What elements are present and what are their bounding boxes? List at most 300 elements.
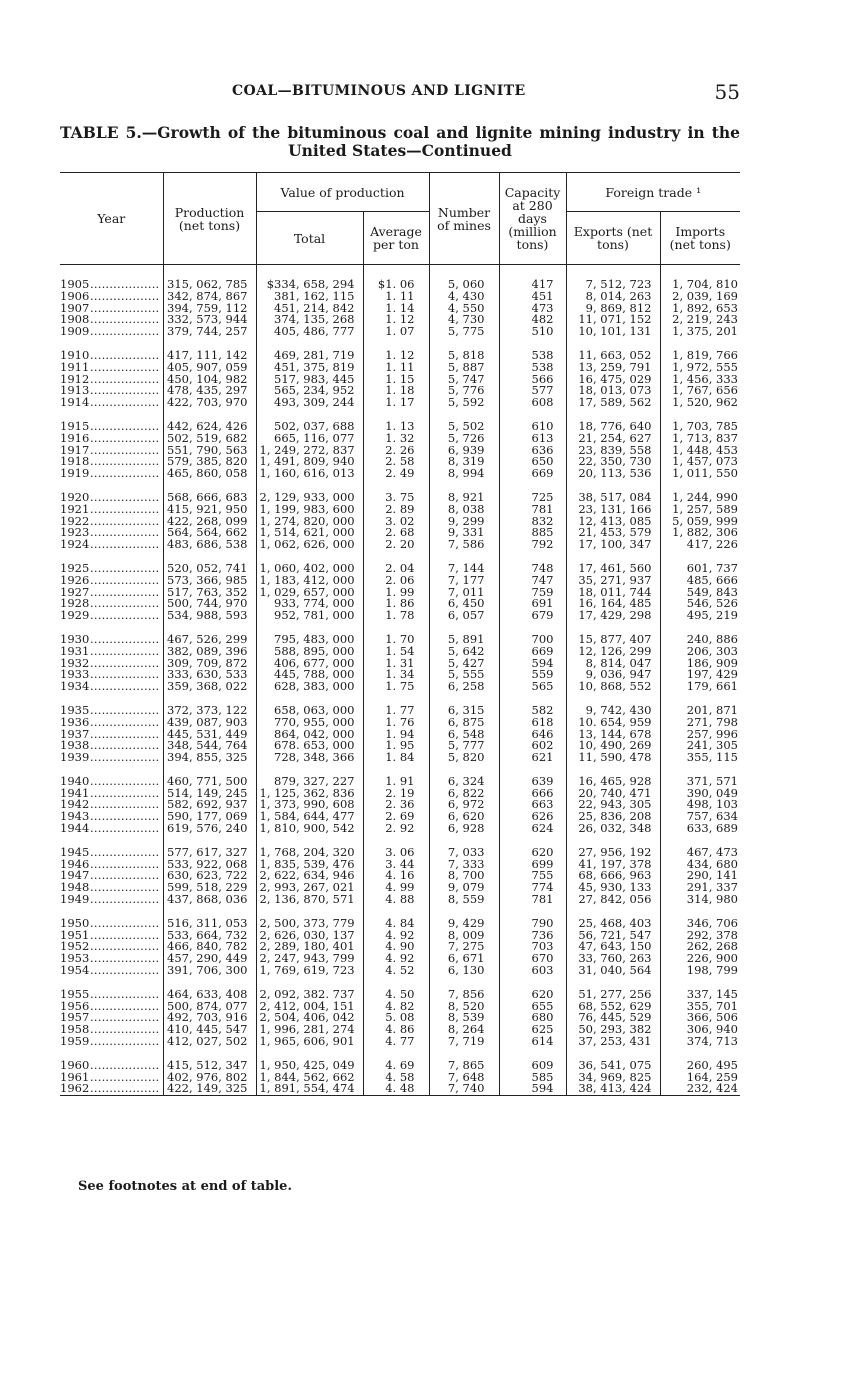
spacer-cell <box>429 338 499 350</box>
cell-imports: 1, 011, 550 <box>660 468 740 480</box>
table-row <box>60 847 740 859</box>
cell-imports: 291, 337 <box>660 882 740 894</box>
cell-imports: 434, 680 <box>660 859 740 871</box>
table-row <box>60 941 740 953</box>
spacer-cell <box>566 551 660 563</box>
year-value: 1945 <box>60 846 90 859</box>
year-value: 1939 <box>60 752 90 764</box>
table-caption-line-1: TABLE 5.—Growth of the bituminous coal and lignite mining industry in the <box>60 123 740 142</box>
cell-imports: 206, 303 <box>660 646 740 658</box>
cell-imports: 485, 666 <box>660 575 740 587</box>
spacer-cell <box>566 1048 660 1060</box>
leader-dots: .................. <box>90 598 160 611</box>
cell-production: 415, 921, 950 <box>163 504 256 516</box>
cell-year <box>60 658 163 670</box>
cell-average: 1. 75 <box>363 681 429 693</box>
cell-capacity: 636 <box>499 445 566 457</box>
year-value: 1960 <box>60 1059 90 1072</box>
cell-capacity: 577 <box>499 385 566 397</box>
year-value: 1937 <box>60 728 90 741</box>
cell-year <box>60 362 163 374</box>
table-row <box>60 1083 740 1095</box>
cell-production: 402, 976, 802 <box>163 1072 256 1084</box>
cell-mines: 6, 939 <box>429 445 499 457</box>
cell-imports: 197, 429 <box>660 669 740 681</box>
cell-production: 410, 445, 547 <box>163 1024 256 1036</box>
cell-year <box>60 669 163 681</box>
cell-mines: 8, 994 <box>429 468 499 480</box>
year-value: 1910 <box>60 349 90 362</box>
cell-year <box>60 291 163 303</box>
cell-production: 309, 709, 872 <box>163 658 256 670</box>
spacer-cell <box>60 551 163 563</box>
cell-exports: 10, 868, 552 <box>566 681 660 693</box>
cell-total: 445, 788, 000 <box>256 669 363 681</box>
spacer-cell <box>163 409 256 421</box>
leader-dots: .................. <box>90 716 160 729</box>
table-row <box>60 823 740 835</box>
cell-total: 2, 412, 004, 151 <box>256 1001 363 1013</box>
leader-dots: .................. <box>90 1012 160 1025</box>
leader-dots: .................. <box>90 373 160 386</box>
spacer-cell <box>429 977 499 989</box>
spacer-cell <box>566 906 660 918</box>
leader-dots: .................. <box>90 361 160 374</box>
cell-production: 465, 860, 058 <box>163 468 256 480</box>
cell-mines: 4, 430 <box>429 291 499 303</box>
spacer-cell <box>499 693 566 705</box>
cell-year <box>60 1001 163 1013</box>
cell-average: 4. 69 <box>363 1060 429 1072</box>
cell-exports: 36, 541, 075 <box>566 1060 660 1072</box>
spacer-cell <box>660 480 740 492</box>
year-value: 1946 <box>60 858 90 871</box>
leader-dots: .................. <box>90 870 160 883</box>
spacer-cell <box>163 480 256 492</box>
cell-imports: 1, 375, 201 <box>660 326 740 338</box>
spacer-cell <box>163 977 256 989</box>
cell-capacity: 663 <box>499 799 566 811</box>
cell-production: 442, 624, 426 <box>163 421 256 433</box>
cell-total: 879, 327, 227 <box>256 776 363 788</box>
cell-total: 1, 810, 900, 542 <box>256 823 363 835</box>
spacer-cell <box>363 480 429 492</box>
cell-capacity: 639 <box>499 776 566 788</box>
table-row <box>60 610 740 622</box>
cell-mines: 5, 502 <box>429 421 499 433</box>
cell-exports: 33, 760, 263 <box>566 953 660 965</box>
cell-average: 2. 68 <box>363 527 429 539</box>
spacer-cell <box>60 409 163 421</box>
leader-dots: .................. <box>90 704 160 717</box>
year-value: 1932 <box>60 657 90 670</box>
spacer-cell <box>566 835 660 847</box>
cell-exports: 15, 877, 407 <box>566 634 660 646</box>
cell-imports: 201, 871 <box>660 705 740 717</box>
group-spacer <box>60 338 740 350</box>
spacer-cell <box>363 1048 429 1060</box>
cell-exports: 11, 590, 478 <box>566 752 660 764</box>
spacer-cell <box>163 1048 256 1060</box>
cell-year <box>60 870 163 882</box>
cell-mines: 5, 427 <box>429 658 499 670</box>
table-row <box>60 681 740 693</box>
cell-year <box>60 811 163 823</box>
cell-mines: 7, 144 <box>429 563 499 575</box>
leader-dots: .................. <box>90 1059 160 1072</box>
cell-production: 342, 874, 867 <box>163 291 256 303</box>
leader-dots: .................. <box>90 468 160 480</box>
cell-capacity: 609 <box>499 1060 566 1072</box>
col-header-average: Average per ton <box>363 212 429 265</box>
cell-imports: 601, 737 <box>660 563 740 575</box>
year-value: 1952 <box>60 941 90 954</box>
leader-dots: .................. <box>90 645 160 658</box>
spacer-cell <box>163 622 256 634</box>
cell-total: 451, 375, 819 <box>256 362 363 374</box>
year-value: 1920 <box>60 491 90 504</box>
cell-year <box>60 717 163 729</box>
cell-imports: 633, 689 <box>660 823 740 835</box>
spacer-cell <box>429 693 499 705</box>
cell-year <box>60 740 163 752</box>
cell-capacity: 538 <box>499 350 566 362</box>
spacer-cell <box>163 693 256 705</box>
table-row <box>60 669 740 681</box>
cell-exports: 45, 930, 133 <box>566 882 660 894</box>
table-row <box>60 870 740 882</box>
cell-capacity: 755 <box>499 870 566 882</box>
cell-capacity: 691 <box>499 598 566 610</box>
table-row <box>60 1036 740 1048</box>
cell-production: 478, 435, 297 <box>163 385 256 397</box>
cell-year <box>60 1072 163 1084</box>
cell-year <box>60 303 163 315</box>
cell-year <box>60 788 163 800</box>
cell-capacity: 603 <box>499 965 566 977</box>
cell-total: 406, 677, 000 <box>256 658 363 670</box>
cell-exports: 27, 956, 192 <box>566 847 660 859</box>
cell-mines: 6, 972 <box>429 799 499 811</box>
cell-imports: 290, 141 <box>660 870 740 882</box>
cell-year <box>60 492 163 504</box>
table-row <box>60 362 740 374</box>
col-header-mines: Number of mines <box>429 173 499 265</box>
cell-total: 517, 983, 445 <box>256 374 363 386</box>
year-value: 1962 <box>60 1083 90 1096</box>
leader-dots: .................. <box>90 811 160 824</box>
spacer-cell <box>256 409 363 421</box>
running-head <box>60 80 740 104</box>
cell-imports: 271, 798 <box>660 717 740 729</box>
table-row <box>60 385 740 397</box>
cell-exports: 47, 643, 150 <box>566 941 660 953</box>
cell-exports: 13, 144, 678 <box>566 729 660 741</box>
cell-production: 439, 087, 903 <box>163 717 256 729</box>
table-row <box>60 918 740 930</box>
cell-total: 565, 234, 952 <box>256 385 363 397</box>
leader-dots: .................. <box>90 326 160 338</box>
year-value: 1931 <box>60 645 90 658</box>
cell-total: 1, 062, 626, 000 <box>256 539 363 551</box>
leader-dots: .................. <box>90 882 160 895</box>
spacer-cell <box>499 1048 566 1060</box>
cell-average: 1. 91 <box>363 776 429 788</box>
cell-mines: 6, 057 <box>429 610 499 622</box>
year-value: 1906 <box>60 290 90 303</box>
cell-imports: 1, 520, 962 <box>660 397 740 409</box>
cell-production: 333, 630, 533 <box>163 669 256 681</box>
cell-exports: 41, 197, 378 <box>566 859 660 871</box>
table-row <box>60 965 740 977</box>
table-row <box>60 279 740 291</box>
table-row <box>60 729 740 741</box>
cell-total: 493, 309, 244 <box>256 397 363 409</box>
cell-capacity: 602 <box>499 740 566 752</box>
table-row <box>60 740 740 752</box>
cell-mines: 8, 009 <box>429 930 499 942</box>
cell-average: 2. 36 <box>363 799 429 811</box>
cell-average: 3. 44 <box>363 859 429 871</box>
year-value: 1922 <box>60 515 90 528</box>
col-header-exports: Exports (net tons) <box>566 212 660 265</box>
spacer-cell <box>429 551 499 563</box>
table-row <box>60 717 740 729</box>
cell-mines: 5, 060 <box>429 279 499 291</box>
cell-average: 2. 58 <box>363 456 429 468</box>
leader-dots: .................. <box>90 894 160 906</box>
group-spacer <box>60 693 740 705</box>
table-row <box>60 658 740 670</box>
cell-imports: 240, 886 <box>660 634 740 646</box>
cell-mines: 5, 555 <box>429 669 499 681</box>
cell-mines: 6, 315 <box>429 705 499 717</box>
year-value: 1959 <box>60 1036 90 1048</box>
group-spacer <box>60 480 740 492</box>
cell-capacity: 618 <box>499 717 566 729</box>
cell-mines: 5, 642 <box>429 646 499 658</box>
cell-production: 500, 744, 970 <box>163 598 256 610</box>
cell-total: 1, 249, 272, 837 <box>256 445 363 457</box>
cell-capacity: 559 <box>499 669 566 681</box>
cell-imports: 1, 892, 653 <box>660 303 740 315</box>
cell-average: 4. 84 <box>363 918 429 930</box>
cell-imports: 2, 219, 243 <box>660 314 740 326</box>
table-row <box>60 587 740 599</box>
year-value: 1918 <box>60 456 90 469</box>
leader-dots: .................. <box>90 302 160 315</box>
year-value: 1917 <box>60 444 90 457</box>
cell-total: 2, 500, 373, 779 <box>256 918 363 930</box>
cell-imports: 390, 049 <box>660 788 740 800</box>
cell-mines: 7, 719 <box>429 1036 499 1048</box>
cell-exports: 20, 740, 471 <box>566 788 660 800</box>
cell-imports: 467, 473 <box>660 847 740 859</box>
cell-total: 728, 348, 366 <box>256 752 363 764</box>
spacer-cell <box>566 622 660 634</box>
year-value: 1943 <box>60 811 90 824</box>
cell-capacity: 736 <box>499 930 566 942</box>
cell-year <box>60 941 163 953</box>
spacer-cell <box>256 764 363 776</box>
group-spacer <box>60 265 740 280</box>
cell-mines: 7, 740 <box>429 1083 499 1095</box>
cell-capacity: 482 <box>499 314 566 326</box>
spacer-cell <box>363 338 429 350</box>
spacer-cell <box>660 764 740 776</box>
year-value: 1957 <box>60 1012 90 1025</box>
cell-mines: 7, 177 <box>429 575 499 587</box>
spacer-cell <box>256 265 363 280</box>
table-row <box>60 504 740 516</box>
spacer-cell <box>256 977 363 989</box>
cell-production: 630, 623, 722 <box>163 870 256 882</box>
table-row <box>60 859 740 871</box>
cell-total: 665, 116, 077 <box>256 433 363 445</box>
table-row <box>60 882 740 894</box>
cell-capacity: 510 <box>499 326 566 338</box>
cell-mines: 7, 011 <box>429 587 499 599</box>
cell-average: 3. 75 <box>363 492 429 504</box>
cell-exports: 12, 413, 085 <box>566 516 660 528</box>
year-value: 1927 <box>60 586 90 599</box>
cell-production: 460, 771, 500 <box>163 776 256 788</box>
cell-exports: 56, 721, 547 <box>566 930 660 942</box>
table-row <box>60 799 740 811</box>
table-row <box>60 705 740 717</box>
group-spacer <box>60 409 740 421</box>
cell-mines: 4, 550 <box>429 303 499 315</box>
cell-mines: 6, 450 <box>429 598 499 610</box>
cell-mines: 5, 776 <box>429 385 499 397</box>
cell-total: 2, 129, 933, 000 <box>256 492 363 504</box>
spacer-cell <box>60 764 163 776</box>
group-spacer <box>60 835 740 847</box>
year-value: 1926 <box>60 574 90 587</box>
spacer-cell <box>256 338 363 350</box>
col-header-imports: Imports (net tons) <box>660 212 740 265</box>
cell-exports: 35, 271, 937 <box>566 575 660 587</box>
cell-mines: 8, 921 <box>429 492 499 504</box>
cell-capacity: 670 <box>499 953 566 965</box>
table-row <box>60 421 740 433</box>
cell-total: 2, 993, 267, 021 <box>256 882 363 894</box>
table-row <box>60 539 740 551</box>
cell-total: 405, 486, 777 <box>256 326 363 338</box>
spacer-cell <box>256 480 363 492</box>
table-row <box>60 646 740 658</box>
leader-dots: .................. <box>90 432 160 445</box>
cell-year <box>60 527 163 539</box>
table-caption <box>60 124 740 160</box>
leader-dots: .................. <box>90 799 160 812</box>
table-row <box>60 326 740 338</box>
cell-mines: 7, 865 <box>429 1060 499 1072</box>
cell-total: 933, 774, 000 <box>256 598 363 610</box>
col-header-trade-group: Foreign trade ¹ <box>566 173 740 212</box>
table-row <box>60 776 740 788</box>
spacer-cell <box>660 1048 740 1060</box>
cell-production: 379, 744, 257 <box>163 326 256 338</box>
year-value: 1940 <box>60 775 90 788</box>
cell-average: 1. 77 <box>363 705 429 717</box>
cell-capacity: 669 <box>499 646 566 658</box>
cell-production: 422, 703, 970 <box>163 397 256 409</box>
running-title: COAL—BITUMINOUS AND LIGNITE <box>232 83 526 99</box>
leader-dots: .................. <box>90 527 160 540</box>
col-header-value-group: Value of production <box>256 173 429 212</box>
cell-year <box>60 539 163 551</box>
cell-year <box>60 456 163 468</box>
cell-production: 422, 268, 099 <box>163 516 256 528</box>
cell-exports: 20, 113, 536 <box>566 468 660 480</box>
spacer-cell <box>429 409 499 421</box>
spacer-cell <box>429 1048 499 1060</box>
cell-average: 3. 02 <box>363 516 429 528</box>
cell-mines: 9, 079 <box>429 882 499 894</box>
leader-dots: .................. <box>90 562 160 575</box>
cell-year <box>60 1060 163 1072</box>
col-header-year: Year <box>60 173 163 265</box>
cell-total: 1, 835, 539, 476 <box>256 859 363 871</box>
table-row <box>60 303 740 315</box>
cell-exports: 11, 071, 152 <box>566 314 660 326</box>
year-value: 1935 <box>60 704 90 717</box>
cell-total: 381, 162, 115 <box>256 291 363 303</box>
cell-mines: 5, 818 <box>429 350 499 362</box>
cell-total: 1, 125, 362, 836 <box>256 788 363 800</box>
cell-year <box>60 504 163 516</box>
cell-production: 315, 062, 785 <box>163 279 256 291</box>
spacer-cell <box>499 835 566 847</box>
cell-production: 534, 988, 593 <box>163 610 256 622</box>
spacer-cell <box>256 906 363 918</box>
cell-capacity: 655 <box>499 1001 566 1013</box>
cell-production: 564, 564, 662 <box>163 527 256 539</box>
cell-capacity: 614 <box>499 1036 566 1048</box>
cell-imports: 179, 661 <box>660 681 740 693</box>
cell-average: 3. 06 <box>363 847 429 859</box>
year-value: 1907 <box>60 302 90 315</box>
cell-year <box>60 385 163 397</box>
cell-average: 1. 99 <box>363 587 429 599</box>
cell-total: 864, 042, 000 <box>256 729 363 741</box>
spacer-cell <box>363 622 429 634</box>
year-value: 1942 <box>60 799 90 812</box>
cell-year <box>60 421 163 433</box>
spacer-cell <box>163 835 256 847</box>
year-value: 1923 <box>60 527 90 540</box>
leader-dots: .................. <box>90 515 160 528</box>
cell-exports: 37, 253, 431 <box>566 1036 660 1048</box>
spacer-cell <box>256 551 363 563</box>
leader-dots: .................. <box>90 846 160 859</box>
cell-capacity: 781 <box>499 504 566 516</box>
cell-mines: 6, 130 <box>429 965 499 977</box>
cell-average: 5. 08 <box>363 1012 429 1024</box>
cell-average: 4. 88 <box>363 894 429 906</box>
cell-exports: 9, 742, 430 <box>566 705 660 717</box>
cell-total: 678. 653, 000 <box>256 740 363 752</box>
cell-exports: 76, 445, 529 <box>566 1012 660 1024</box>
year-value: 1908 <box>60 314 90 327</box>
cell-average: 4. 99 <box>363 882 429 894</box>
cell-year <box>60 646 163 658</box>
cell-year <box>60 776 163 788</box>
cell-average: $1. 06 <box>363 279 429 291</box>
table-row <box>60 1060 740 1072</box>
spacer-cell <box>660 835 740 847</box>
